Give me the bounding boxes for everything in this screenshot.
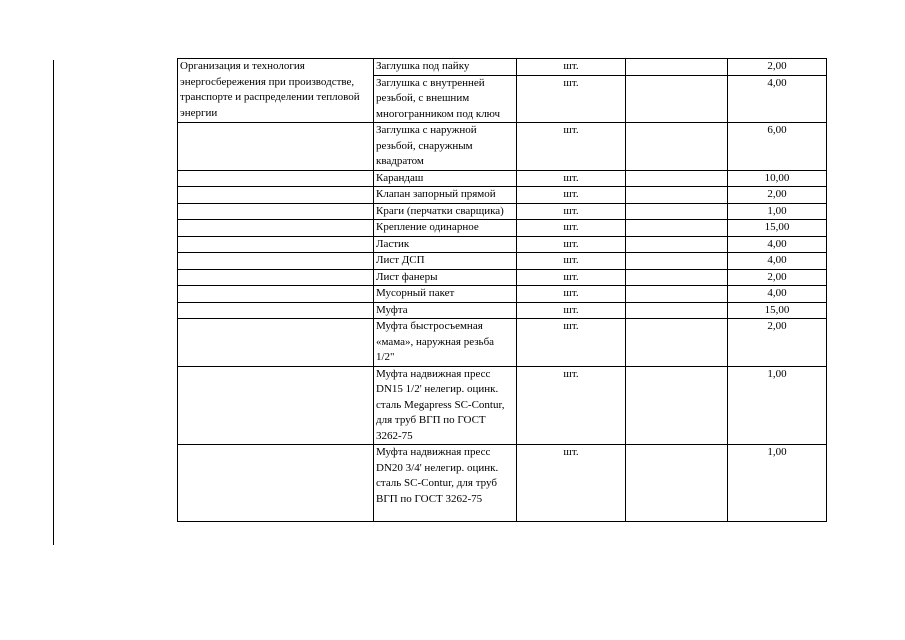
item-qty-cell: 4,00: [728, 253, 827, 270]
item-qty-cell: 1,00: [728, 203, 827, 220]
section-cell: [178, 286, 374, 303]
item-unit-cell: шт.: [517, 236, 626, 253]
empty-cell: [626, 203, 728, 220]
item-name-cell: Карандаш: [374, 170, 517, 187]
item-name-cell: Мусорный пакет: [374, 286, 517, 303]
table-row: [178, 302, 827, 319]
item-name-cell: Краги (перчатки сварщика): [374, 203, 517, 220]
section-cell: [178, 253, 374, 270]
item-unit-cell: шт.: [517, 319, 626, 367]
section-cell: [178, 319, 374, 367]
empty-cell: [626, 75, 728, 123]
empty-cell: [626, 170, 728, 187]
empty-cell: [626, 236, 728, 253]
table-row: [178, 220, 827, 237]
section-cell: [178, 203, 374, 220]
item-unit-cell: шт.: [517, 220, 626, 237]
empty-cell: [626, 366, 728, 445]
item-unit-cell: шт.: [517, 170, 626, 187]
table-row: [178, 286, 827, 303]
table-row: [178, 170, 827, 187]
table-row: [178, 445, 827, 522]
item-unit-cell: шт.: [517, 269, 626, 286]
empty-cell: [626, 319, 728, 367]
item-qty-cell: 2,00: [728, 269, 827, 286]
empty-cell: [626, 445, 728, 522]
empty-cell: [626, 59, 728, 76]
item-unit-cell: шт.: [517, 302, 626, 319]
materials-table: [177, 58, 827, 522]
empty-cell: [626, 123, 728, 171]
item-unit-cell: шт.: [517, 59, 626, 76]
item-name-cell: Клапан запорный прямой: [374, 187, 517, 204]
table-row: [178, 59, 827, 76]
section-cell: [178, 445, 374, 522]
table-row: [178, 319, 827, 367]
section-cell: [178, 236, 374, 253]
item-name-cell: Муфта надвижная пресс DN15 1/2' нелегир. оцинк. сталь Megapress SC-Contur, для труб ВГП по ГОСТ 3262-75: [374, 366, 517, 445]
item-qty-cell: 4,00: [728, 75, 827, 123]
item-name-cell: Ластик: [374, 236, 517, 253]
item-unit-cell: шт.: [517, 366, 626, 445]
table-row: [178, 123, 827, 171]
empty-cell: [626, 220, 728, 237]
section-cell: [178, 123, 374, 171]
item-unit-cell: шт.: [517, 253, 626, 270]
item-qty-cell: 4,00: [728, 236, 827, 253]
item-name-cell: Муфта надвижная пресс DN20 3/4' нелегир. оцинк. сталь SC-Contur, для труб ВГП по ГОСТ 3262-75: [374, 445, 517, 522]
item-unit-cell: шт.: [517, 203, 626, 220]
item-qty-cell: 15,00: [728, 302, 827, 319]
table-row: [178, 203, 827, 220]
section-cell: [178, 269, 374, 286]
item-qty-cell: 10,00: [728, 170, 827, 187]
item-name-cell: Заглушка с внутренней резьбой, с внешним многогранником под ключ: [374, 75, 517, 123]
item-name-cell: Крепление одинарное: [374, 220, 517, 237]
section-cell: [178, 170, 374, 187]
section-title-cell: Организация и технология энергосбережения при производстве, транспорте и распределении тепловой энергии: [178, 59, 374, 123]
item-unit-cell: шт.: [517, 286, 626, 303]
item-unit-cell: шт.: [517, 123, 626, 171]
item-qty-cell: 2,00: [728, 59, 827, 76]
empty-cell: [626, 253, 728, 270]
item-unit-cell: шт.: [517, 445, 626, 522]
item-unit-cell: шт.: [517, 75, 626, 123]
table-row: [178, 187, 827, 204]
item-qty-cell: 1,00: [728, 366, 827, 445]
table-row: [178, 236, 827, 253]
section-cell: [178, 220, 374, 237]
item-name-cell: Муфта быстросъемная «мама», наружная резьба 1/2": [374, 319, 517, 367]
item-qty-cell: 15,00: [728, 220, 827, 237]
item-name-cell: Лист ДСП: [374, 253, 517, 270]
table-row: [178, 366, 827, 445]
empty-cell: [626, 302, 728, 319]
item-name-cell: Заглушка под пайку: [374, 59, 517, 76]
section-cell: [178, 302, 374, 319]
item-name-cell: Заглушка с наружной резьбой, снаружным квадратом: [374, 123, 517, 171]
item-name-cell: Лист фанеры: [374, 269, 517, 286]
empty-cell: [626, 286, 728, 303]
item-qty-cell: 2,00: [728, 319, 827, 367]
table-row: [178, 269, 827, 286]
item-name-cell: Муфта: [374, 302, 517, 319]
empty-cell: [626, 269, 728, 286]
item-unit-cell: шт.: [517, 187, 626, 204]
item-qty-cell: 2,00: [728, 187, 827, 204]
table-row: [178, 253, 827, 270]
page-margin-line: [53, 60, 54, 545]
section-cell: [178, 366, 374, 445]
empty-cell: [626, 187, 728, 204]
section-cell: [178, 187, 374, 204]
item-qty-cell: 1,00: [728, 445, 827, 522]
item-qty-cell: 4,00: [728, 286, 827, 303]
item-qty-cell: 6,00: [728, 123, 827, 171]
